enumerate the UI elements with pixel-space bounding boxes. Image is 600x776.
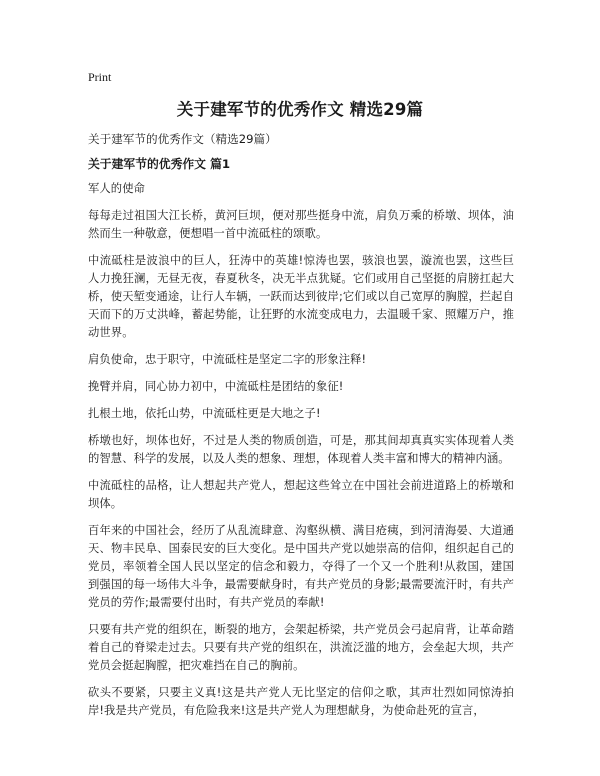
document-title: 关于建军节的优秀作文 精选29篇 bbox=[176, 100, 424, 119]
paragraph: 中流砥柱的品格，让人想起共产党人，想起这些耸立在中国社会前进道路上的桥墩和坝体。 bbox=[88, 479, 514, 510]
paragraph: 挽臂并肩，同心协力初中，中流砥柱是团结的象征! bbox=[88, 380, 344, 393]
paragraph: 桥墩也好，坝体也好，不过是人类的物质创造，可是，那其间却真真实实体现着人类的智慧、科学的发展，以及人类的想象、理想，体现着人类丰富和博大的精神内涵。 bbox=[88, 434, 514, 465]
paragraph: 肩负使命，忠于职守，中流砥柱是坚定二字的形象注释! bbox=[88, 353, 367, 366]
print-link[interactable]: Print bbox=[88, 70, 112, 84]
paragraph: 中流砥柱是波浪中的巨人，狂涛中的英雄!惊涛也罢，骇浪也罢，漩流也罢，这些巨人力挽狂澜，无昼无夜，春夏秋冬，决无半点犹疑。它们或用自己坚挺的肩膀扛起大桥，使天堑变通途，让行人车辆，一跃而达到彼岸;它们或以自己宽厚的胸膛，拦起自天而下的万丈洪峰，蓄起势能，让狂野的水流变成电力，去温暖千家、照耀万户，推动世界。 bbox=[88, 254, 514, 339]
paragraph: 只要有共产党的组织在，断裂的地方，会架起桥梁，共产党员会弓起肩背，让革命踏着自己的脊梁走过去。只要有共产党的组织在，洪流泛滥的地方，会垒起大坝，共产党员会挺起胸膛，把灾难挡在自己的胸前。 bbox=[88, 623, 514, 672]
document-body bbox=[88, 130, 514, 729]
essay-title: 军人的使命 bbox=[88, 182, 145, 195]
paragraph: 百年来的中国社会，经历了从乱流肆意、沟壑纵横、满目疮痍，到河清海晏、大道通天、物丰民阜、国泰民安的巨大变化。是中国共产党以她崇高的信仰，组织起自己的党员，率领着全国人民以坚定的信念和毅力，夺得了一个又一个胜利!从救国，建国到强国的每一场伟大斗争，最需要献身时，有共产党员的身影;最需要流汗时，有共产党员的劳作;最需要付出时，有共产党员的奉献! bbox=[88, 524, 514, 609]
paragraph: 砍头不要紧，只要主义真!这是共产党人无比坚定的信仰之歌，其声壮烈如同惊涛拍岸!我是共产党员，有危险我来!这是共产党人为理想献身，为使命赴死的宣言， bbox=[88, 686, 514, 717]
document-subtitle: 关于建军节的优秀作文（精选29篇） bbox=[88, 132, 277, 146]
paragraph: 扎根土地，依托山势，中流砥柱更是大地之子! bbox=[88, 407, 321, 420]
section-heading: 关于建军节的优秀作文 篇1 bbox=[88, 157, 231, 171]
paragraph: 每每走过祖国大江长桥，黄河巨坝，便对那些挺身中流，肩负万乘的桥墩、坝体，油然而生一种敬意，便想唱一首中流砥柱的颂歌。 bbox=[88, 209, 514, 240]
